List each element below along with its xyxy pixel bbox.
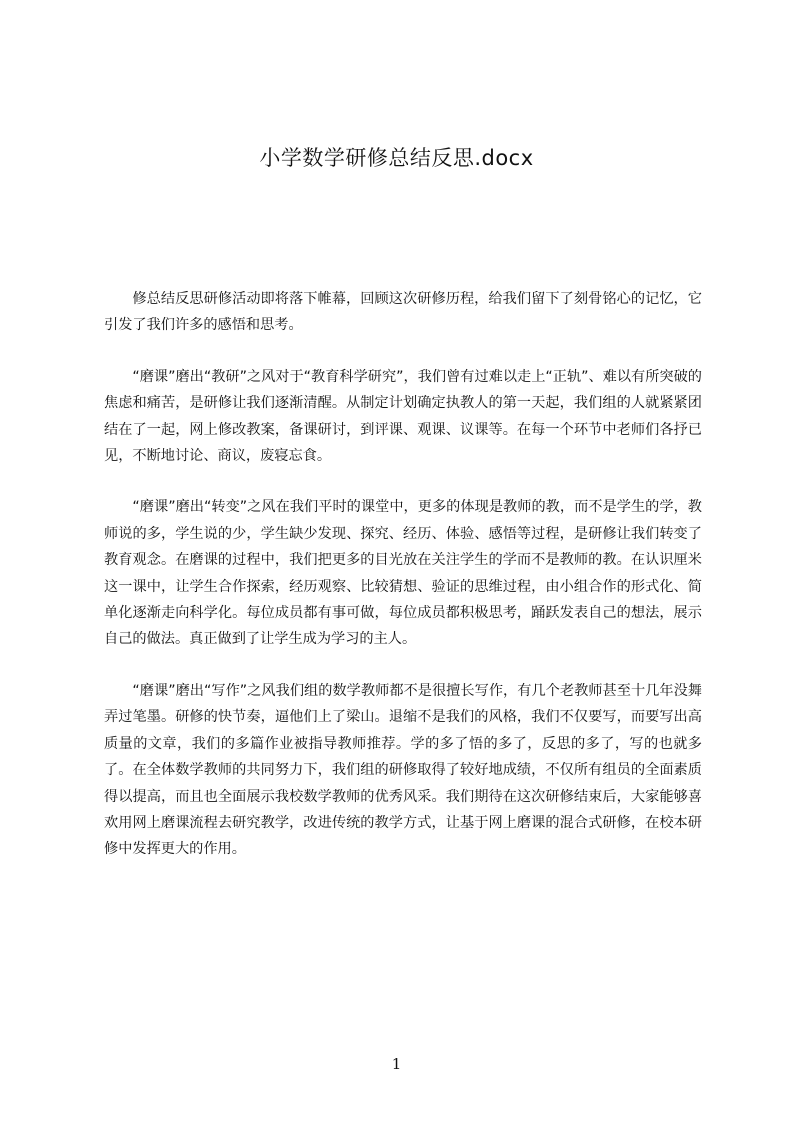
- paragraph-writing: “磨课”磨出“写作”之风我们组的数学教师都不是很擅长写作，有几个老教师甚至十几年没舞弄过笔墨。研修的快节奏，逼他们上了梁山。退缩不是我们的风格，我们不仅要写，而要写出高质量的文章，我们的多篇作业被指导教师推荐。学的多了悟的多了，反思的多了，写的也就多了。在全体数学教师的共同努力下，我们组的研修取得了较好地成绩，不仅所有组员的全面素质得以提高，而且也全面展示我校数学教师的优秀风采。我们期待在这次研修结束后，大家能够喜欢用网上磨课流程去研究教学，改进传统的教学方式，让基于网上磨课的混合式研修，在校本研修中发挥更大的作用。: [104, 682, 702, 858]
- paragraph-transformation: “磨课”磨出“转变”之风在我们平时的课堂中，更多的体现是教师的教，而不是学生的学，教师说的多，学生说的少，学生缺少发现、探究、经历、体验、感悟等过程，是研修让我们转变了教育观念。在磨课的过程中，我们把更多的目光放在关注学生的学而不是教师的教。在认识厘米这一课中，让学生合作探索，经历观察、比较猜想、验证的思维过程，由小组合作的形式化、简单化逐渐走向科学化。每位成员都有事可做，每位成员都积极思考，踊跃发表自己的想法，展示自己的做法。真正做到了让学生成为学习的主人。: [104, 499, 702, 648]
- paragraph-intro: 修总结反思研修活动即将落下帷幕，回顾这次研修历程，给我们留下了刻骨铭心的记忆，它引发了我们许多的感悟和思考。: [104, 291, 702, 334]
- page-number: 1: [391, 1055, 402, 1073]
- document-body: [104, 286, 702, 888]
- document-title: 小学数学研修总结反思.docx: [259, 146, 534, 170]
- paragraph-teaching-research: “磨课”磨出“教研”之风对于“教育科学研究”，我们曾有过难以走上“正轨”、难以有所突破的焦虑和痛苦，是研修让我们逐渐清醒。从制定计划确定执教人的第一天起，我们组的人就紧紧团结在了一起，网上修改教案，备课研讨，到评课、观课、议课等。在每一个环节中老师们各抒已见，不断地讨论、商议，废寝忘食。: [104, 368, 702, 465]
